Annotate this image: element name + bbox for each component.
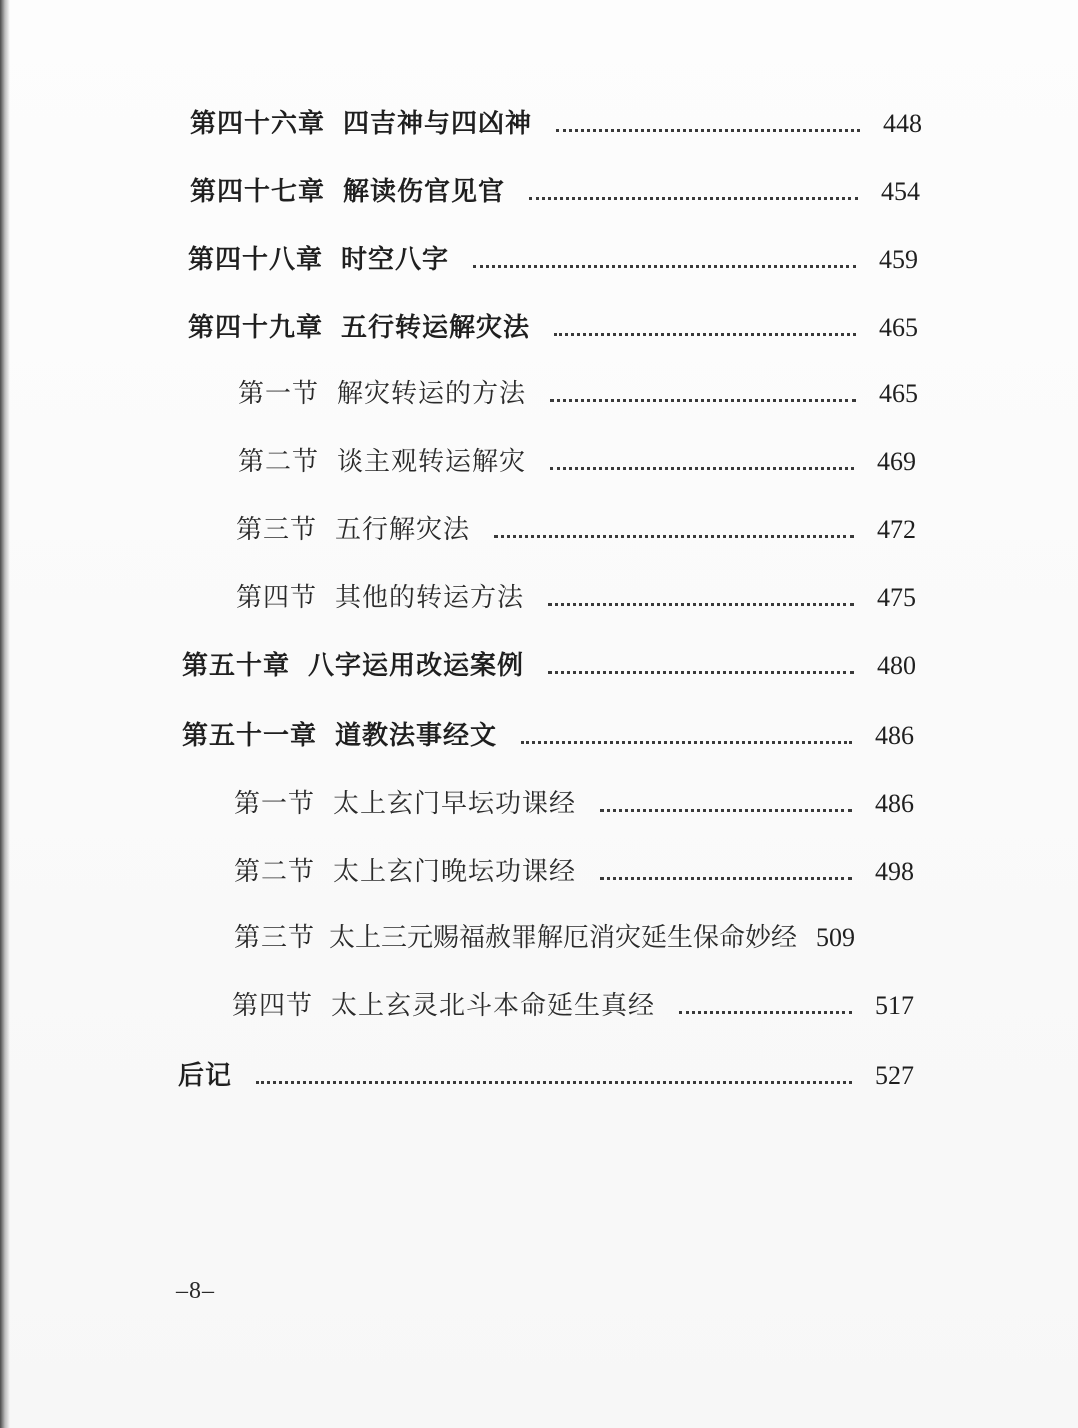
toc-entry-section-51-4 <box>232 986 914 1026</box>
page-number: 517 <box>875 991 914 1020</box>
toc-entry-chapter-49 <box>188 308 918 348</box>
toc-entry-section-51-3 <box>234 918 914 958</box>
section-title: 太上玄门早坛功课经 <box>333 789 577 819</box>
toc-entry-section-49-2 <box>238 442 916 482</box>
dot-leader <box>521 741 852 744</box>
footer-page-number: –8– <box>176 1278 215 1304</box>
toc-entry-section-49-4 <box>236 578 916 618</box>
page-number: 448 <box>883 109 922 138</box>
afterword-label: 后记 <box>178 1061 233 1091</box>
section-title: 解灾转运的方法 <box>337 379 527 409</box>
section-number: 第一节 <box>234 789 316 819</box>
chapter-title: 四吉神与四凶神 <box>343 109 533 139</box>
toc-entry-chapter-46 <box>190 104 922 144</box>
toc-entry-afterword <box>178 1056 914 1096</box>
chapter-number: 第四十八章 <box>188 245 324 275</box>
page-number: 475 <box>877 583 916 612</box>
page-number: 486 <box>875 789 914 818</box>
dot-leader <box>473 265 856 268</box>
section-number: 第四节 <box>232 991 314 1021</box>
section-title: 谈主观转运解灾 <box>337 447 527 477</box>
page-number: 465 <box>879 379 918 408</box>
page-number: 509 <box>816 923 856 952</box>
chapter-title: 道教法事经文 <box>335 721 498 751</box>
section-title: 太上玄灵北斗本命延生真经 <box>331 991 656 1021</box>
page-number: 472 <box>877 515 916 544</box>
section-number: 第二节 <box>234 857 316 887</box>
section-number: 第二节 <box>238 447 320 477</box>
dot-leader <box>600 809 852 812</box>
dot-leader <box>600 877 852 880</box>
toc-entry-chapter-48 <box>188 240 918 280</box>
dot-leader <box>548 671 854 674</box>
page-number: 486 <box>875 721 914 750</box>
toc-entry-chapter-47 <box>190 172 920 212</box>
section-number: 第四节 <box>236 583 318 613</box>
dot-leader <box>494 535 854 538</box>
page-number: 454 <box>881 177 920 206</box>
section-title: 太上玄门晚坛功课经 <box>333 857 577 887</box>
chapter-title: 时空八字 <box>341 245 450 275</box>
dot-leader <box>556 129 860 132</box>
chapter-title: 八字运用改运案例 <box>308 651 525 681</box>
section-title: 其他的转运方法 <box>335 583 525 613</box>
page-number: 498 <box>875 857 914 886</box>
chapter-number: 第五十章 <box>182 651 291 681</box>
page-number: 527 <box>875 1061 914 1090</box>
page-number: 459 <box>879 245 918 274</box>
dot-leader <box>554 333 856 336</box>
page-number: 465 <box>879 313 918 342</box>
chapter-number: 第四十七章 <box>190 177 326 207</box>
chapter-title: 五行转运解灾法 <box>341 313 531 343</box>
dot-leader <box>529 197 858 200</box>
dot-leader <box>256 1081 852 1084</box>
chapter-number: 第四十六章 <box>190 109 326 139</box>
dot-leader <box>550 467 854 470</box>
toc-entry-section-49-3 <box>236 510 916 550</box>
toc-entry-chapter-50 <box>182 646 916 686</box>
section-number: 第一节 <box>238 379 320 409</box>
dot-leader <box>679 1011 852 1014</box>
dot-leader <box>550 399 856 402</box>
toc-entry-section-49-1 <box>238 374 918 414</box>
section-number: 第三节 <box>234 923 316 953</box>
chapter-number: 第五十一章 <box>182 721 318 751</box>
dot-leader <box>548 603 854 606</box>
section-number: 第三节 <box>236 515 318 545</box>
section-title: 太上三元赐福赦罪解厄消灾延生保命妙经 <box>329 923 798 953</box>
chapter-number: 第四十九章 <box>188 313 324 343</box>
toc-entry-chapter-51 <box>182 716 914 756</box>
section-title: 五行解灾法 <box>335 515 471 545</box>
chapter-title: 解读伤官见官 <box>343 177 506 207</box>
page-number: 480 <box>877 651 916 680</box>
toc-entry-section-51-2 <box>234 852 914 892</box>
toc-entry-section-51-1 <box>234 784 914 824</box>
page-number: 469 <box>877 447 916 476</box>
